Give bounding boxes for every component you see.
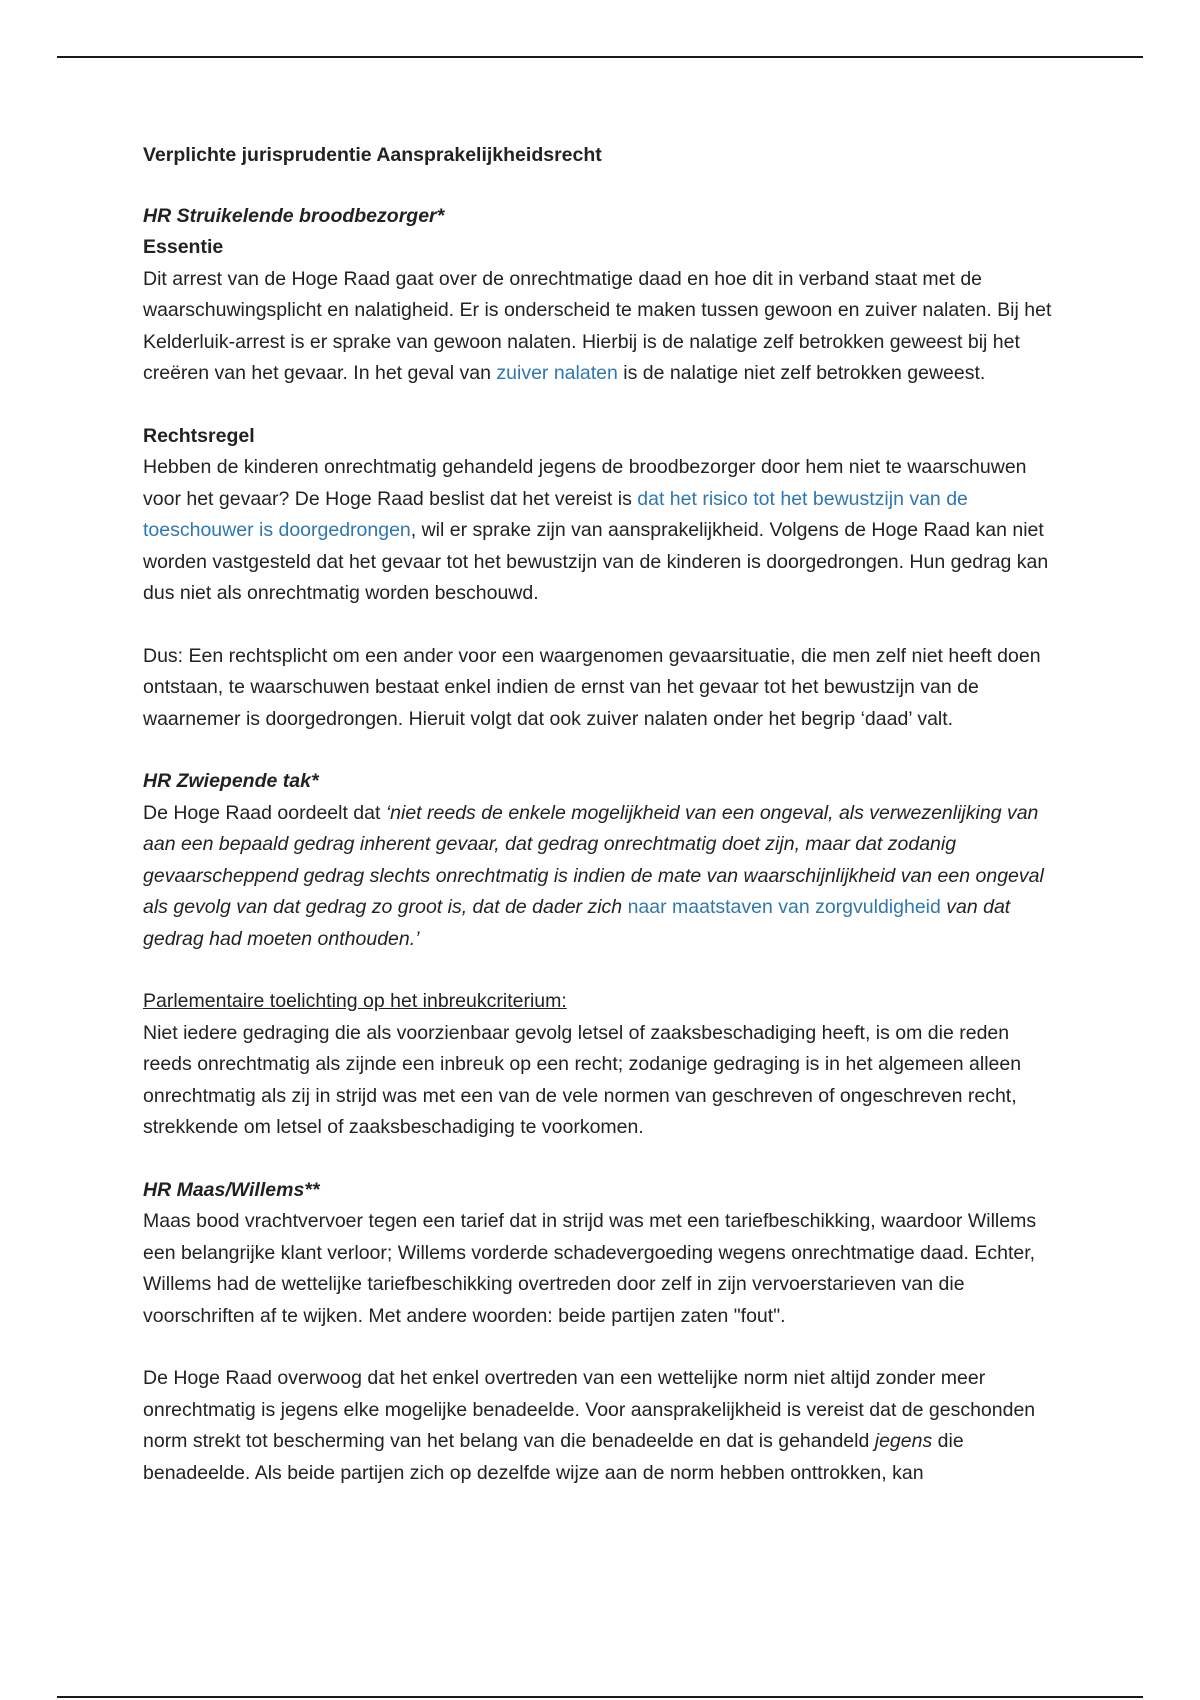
essentie-label: Essentie xyxy=(143,236,224,258)
zorgvuldigheid-link[interactable]: naar maatstaven van zorgvuldigheid xyxy=(627,896,941,918)
document-title: Verplichte jurisprudentie Aansprakelijkheidsrecht xyxy=(143,144,602,166)
dus-paragraph: Dus: Een rechtsplicht om een ander voor een waargenomen gevaarsituatie, die men zelf niet heeft doen ontstaan, te waarschuwen bestaat enkel indien de ernst van het gevaar tot het bewustzijn van de waarnemer is doorgedrongen. Hieruit volgt dat ook zuiver nalaten onder het begrip ‘daad’ valt. xyxy=(143,644,1041,730)
zwiepende-quote-1: ‘niet reeds de enkele mogelijkheid van een ongeval, als verwezenlijking van aan een bepaald gedrag inherent gevaar, dat gedrag onrechtmatig doet zijn, maar dat zodanig gevaarscheppend gedrag slechts onrechtmatig is indien de mate van waarschijnlijkheid van een ongeval als gevolg van dat gedrag zo groot is, dat de dader zich xyxy=(143,801,1044,918)
zwiepende-tak-paragraph xyxy=(143,798,1063,956)
document-body xyxy=(143,140,1063,1489)
rechtsregel-label: Rechtsregel xyxy=(143,424,255,447)
rechtsregel-text-2: , wil er sprake zijn van aansprakelijkheid. Volgens de Hoge Raad kan niet worden vastgesteld dat het gevaar tot het bewustzijn van de kinderen is doorgedrongen. Hun gedrag kan dus niet als onrechtmatig worden beschouwd. xyxy=(143,519,1049,604)
spacer xyxy=(143,610,1063,641)
toelichting-paragraph: Niet iedere gedraging die als voorzienbaar gevolg letsel of zaaksbeschadiging heeft, is om die reden reeds onrechtmatig als zijnde een inbreuk op een recht; zodanige gedraging is in het algemeen alleen onrechtmatig als zij in strijd was met een van de vele normen van geschreven of ongeschreven recht, strekkende om letsel of zaaksbeschadiging te voorkomen. xyxy=(143,1021,1022,1138)
zwiepende-quote-2: van dat gedrag had moeten onthouden.’ xyxy=(143,896,1011,950)
maas-text-2a: De Hoge Raad overwoog dat het enkel overtreden van een wettelijke norm niet altijd zonder meer onrechtmatig is jegens elke mogelijke benadeelde. Voor aansprakelijkheid is vereist dat de geschonden norm strekt tot bescherming van het belang van die benadeelde en dat is gehandeld xyxy=(143,1367,1036,1452)
essentie-paragraph xyxy=(143,264,1063,390)
zwiepende-intro: De Hoge Raad oordeelt dat xyxy=(143,801,386,824)
spacer xyxy=(143,955,1063,986)
case3-heading: HR Maas/Willems** xyxy=(143,1178,320,1201)
spacer xyxy=(143,735,1063,766)
rechtsregel-text-1: Hebben de kinderen onrechtmatig gehandeld jegens de broodbezorger door hem niet te waarschuwen voor het gevaar? De Hoge Raad beslist dat het vereist is xyxy=(143,456,1027,510)
bottom-rule xyxy=(57,1696,1143,1698)
case1-heading: HR Struikelende broodbezorger* xyxy=(143,204,445,227)
zuiver-nalaten-link[interactable]: zuiver nalaten xyxy=(496,362,618,384)
maas-willems-paragraph-2 xyxy=(143,1363,1063,1489)
spacer xyxy=(143,1144,1063,1175)
essentie-text-2: is de nalatige niet zelf betrokken geweest. xyxy=(617,362,986,384)
maas-willems-paragraph-1: Maas bood vrachtvervoer tegen een tarief dat in strijd was met een tariefbeschikking, waardoor Willems een belangrijke klant verloor; Willems vorderde schadevergoeding wegens onrechtmatige daad. Echter, Willems had de wettelijke tariefbeschikking overtreden door zelf in zijn vervoerstarieven van die voorschriften af te wijken. Met andere woorden: beide partijen zaten "fout". xyxy=(143,1210,1037,1327)
rechtsregel-paragraph xyxy=(143,452,1063,610)
spacer xyxy=(143,390,1063,421)
case2-heading: HR Zwiepende tak* xyxy=(143,770,319,792)
spacer xyxy=(143,1332,1063,1363)
risico-bewustzijn-link[interactable]: dat het risico tot het bewustzijn van de toeschouwer is doorgedrongen xyxy=(143,487,968,541)
essentie-text-1: Dit arrest van de Hoge Raad gaat over de onrechtmatige daad en hoe dit in verband staat met de waarschuwingsplicht en nalatigheid. Er is onderscheid te maken tussen gewoon en zuiver nalaten. Bij het Kelderluik-arrest is er sprake van gewoon nalaten. Hierbij is de nalatige zelf betrokken geweest bij het creëren van het gevaar. In het geval van xyxy=(143,267,1052,384)
toelichting-label: Parlementaire toelichting op het inbreukcriterium: xyxy=(143,990,567,1012)
maas-jegens: jegens xyxy=(874,1430,933,1452)
maas-text-2b: die benadeelde. Als beide partijen zich op dezelfde wijze aan de norm hebben onttrokken, kan xyxy=(143,1430,964,1484)
spacer xyxy=(143,172,1063,201)
top-rule xyxy=(57,56,1143,58)
